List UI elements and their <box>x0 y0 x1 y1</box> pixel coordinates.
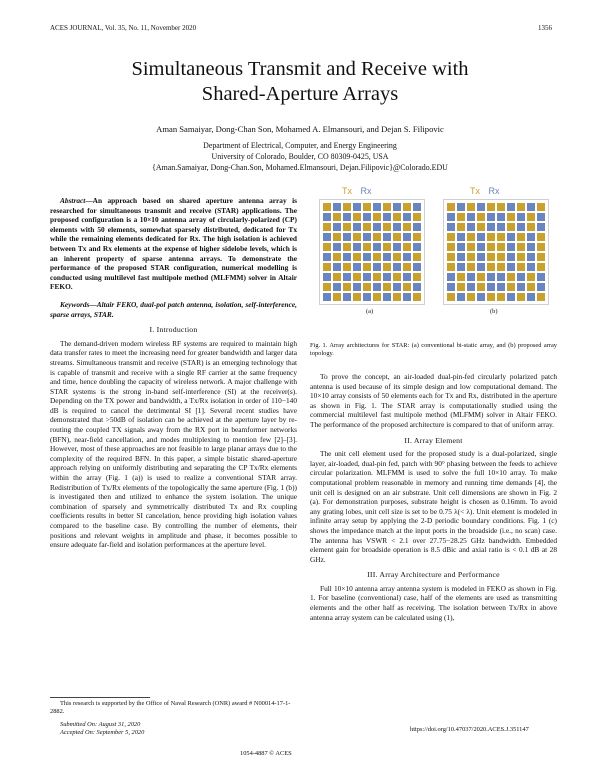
rx-element <box>383 273 391 281</box>
submitted-date: Submitted On: August 31, 2020 <box>60 721 141 728</box>
tx-element <box>537 253 545 261</box>
right-column <box>310 372 557 622</box>
tx-element <box>323 243 331 251</box>
rx-element <box>333 223 341 231</box>
tx-element <box>487 233 495 241</box>
rx-element <box>467 213 475 221</box>
tx-element <box>507 213 515 221</box>
tx-element <box>333 213 341 221</box>
rx-element <box>457 233 465 241</box>
rx-element <box>393 243 401 251</box>
tx-element <box>393 273 401 281</box>
rx-element <box>323 213 331 221</box>
rx-element <box>353 283 361 291</box>
figure-caption: Fig. 1. Array architectures for STAR: (a) conventional bi-static array, and (b) proposed array topology. <box>310 342 557 357</box>
rx-element <box>353 243 361 251</box>
rx-element <box>497 283 505 291</box>
rx-element <box>363 293 371 301</box>
rx-element <box>517 273 525 281</box>
rx-element <box>343 253 351 261</box>
tx-element <box>467 263 475 271</box>
rx-element <box>517 223 525 231</box>
rx-element <box>507 233 515 241</box>
rx-element <box>393 203 401 211</box>
affiliation-univ: University of Colorado, Boulder, CO 80309-0425, USA <box>211 152 389 161</box>
author-list: Aman Samaiyar, Dong-Chan Son, Mohamed A. Elmansouri, and Dejan S. Filipovic <box>156 124 444 134</box>
rx-element <box>403 213 411 221</box>
tx-element <box>403 243 411 251</box>
tx-element <box>467 203 475 211</box>
tx-element <box>403 283 411 291</box>
tx-element <box>507 273 515 281</box>
tx-element <box>477 283 485 291</box>
tx-element <box>487 293 495 301</box>
tx-element <box>363 203 371 211</box>
rx-element <box>363 213 371 221</box>
keywords: Keywords—Altair FEKO, dual-pol patch antenna, isolation, self-interference, sparse arrays, STAR. <box>50 299 297 319</box>
rx-element <box>447 283 455 291</box>
rx-element <box>537 283 545 291</box>
architecture-text: Full 10×10 antenna array antenna system is modeled in FEKO as shown in Fig. 1. For baseline (conventional) case, half of the elements are used as transmitting elements and the other half as receiving. The isolation between Tx/Rx in above antenna array system can be calculated using (1), <box>310 583 557 622</box>
tx-element <box>497 293 505 301</box>
tx-element <box>447 253 455 261</box>
rx-element <box>537 223 545 231</box>
tx-element <box>333 273 341 281</box>
tx-element <box>343 203 351 211</box>
tx-element <box>383 203 391 211</box>
rx-element <box>527 243 535 251</box>
tx-element <box>403 203 411 211</box>
tx-element <box>517 253 525 261</box>
tx-element <box>403 223 411 231</box>
tx-element <box>403 263 411 271</box>
array-element-text: The unit cell element used for the proposed study is a dual-polarized, single layer, air-loaded, dual-pin fed, patch with 90° phasing between the feeds to achieve circular polarization. MLFMM is used to solve the full 10×10 array. To make computational problem reasonable in memory and running time demands [4], the unit cell is designed on an air substrate. Unit cell dimensions are shown in Fig. 2 (a). For demonstration purposes, substrate height is chosen as 0.16mm. To avoid any grating lobes, unit cell size is set to be 0.75 λ(< λ). Unit element is modeled in infinite array setup by applying the 2-D periodic boundary conditions. Fig. 1 (c) shows the impedance match at the input ports in the broadside (i.e., no scan) case. The antenna has VSWR < 2.1 over 27.75−28.25 GHz bandwidth. Embedded element gain for broadside operation is 8.5 dBic and axial ratio is < 0.1 dB at 28 GHz. <box>310 449 557 564</box>
rx-element <box>477 293 485 301</box>
tx-element <box>537 293 545 301</box>
rx-element <box>383 233 391 241</box>
tx-element <box>363 243 371 251</box>
tx-element <box>507 223 515 231</box>
tx-element <box>447 233 455 241</box>
journal-header: ACES JOURNAL, Vol. 35, No. 11, November 2020 <box>50 24 197 32</box>
tx-element <box>383 283 391 291</box>
affiliation-dept: Department of Electrical, Computer, and Energy Engineering <box>203 141 397 150</box>
tx-element <box>323 263 331 271</box>
rx-element <box>363 273 371 281</box>
rx-element <box>507 243 515 251</box>
tx-element <box>477 223 485 231</box>
rx-element <box>363 253 371 261</box>
concept-text: To prove the concept, an air-loaded dual-pin-fed circularly polarized patch antenna is used because of its simple design and low computational demand. The 10×10 array consists of 50 elements each for Tx and Rx, distributed in the aperture as shown in Fig. 1. The STAR array is computationally studied using the commercial multilevel fast multipole method (MLFMM) solver in Altair FEKO. The performance of the proposed architecture is compared to that of uniform array. <box>310 372 557 429</box>
rx-element <box>323 253 331 261</box>
tx-element <box>497 203 505 211</box>
rx-element <box>333 203 341 211</box>
figure-label-a: (a) <box>366 308 374 315</box>
tx-element <box>373 213 381 221</box>
rx-element <box>383 293 391 301</box>
issn: 1054-4887 © ACES <box>240 750 292 757</box>
rx-element <box>413 223 421 231</box>
rx-element <box>507 203 515 211</box>
tx-element <box>383 243 391 251</box>
rx-element <box>447 213 455 221</box>
rx-element <box>527 253 535 261</box>
introduction-text: The demand-driven modern wireless RF systems are required to maintain high data transfer rates to meet the increasing need for greater bandwidth and larger data streams. Simultaneous transmit and receive (STAR) is an emerging technology that is capable of transmit and receive with a single RF carrier at the same frequency and time, hence doubling the capacity of wireless network. A major challenge with STAR systems is the strong in-band self-interference (SI) at the receiver(s). Depending on the TX power and bandwidth, a Tx/Rx isolation in order of 110−140 dB is required to cancel the detrimental SI [1]. Several recent studies have demonstrated that >50dB of isolation can be achieved at the aperture layer by re-routing the coupled TX signals away from the RX port in beamformer networks (BFN), near-field cancellation, and modes multiplexing to mention few [2]–[3]. However, most of these approaches are not feasible to large planar arrays due to the complexity of the required BFN. In this paper, a simple bistatic shared-aperture approach relying on uniformly distributing and separating the CP Tx/Rx elements within the array (Fig. 1 (a)) is used to realize a conventional STAR array. Redistribution of Tx/Rx elements of the topologically the same aperture (Fig. 1 (b)) is investigated then and utilized to enhance the system isolation. The unique combination of sparsely and symmetrically distributed Tx and Rx coupling coefficients results in better SI cancelation, hence providing high isolation values compared to the baseline case. By controlling the number of elements, their positions and relevant weights in amplitude and phase, it becomes possible to ensure adequate far-field and isolation performances at the aperture level. <box>50 338 297 550</box>
tx-element <box>373 293 381 301</box>
rx-element <box>373 243 381 251</box>
tx-element <box>467 243 475 251</box>
rx-element <box>517 283 525 291</box>
tx-element <box>383 263 391 271</box>
tx-element <box>373 233 381 241</box>
tx-element <box>487 203 495 211</box>
tx-element <box>353 293 361 301</box>
tx-element <box>527 283 535 291</box>
rx-element <box>403 253 411 261</box>
tx-element <box>353 253 361 261</box>
rx-element <box>477 203 485 211</box>
tx-element <box>537 243 545 251</box>
tx-element <box>487 263 495 271</box>
tx-element <box>487 243 495 251</box>
rx-element <box>507 263 515 271</box>
rx-element <box>467 223 475 231</box>
array-b-proposed <box>444 200 548 304</box>
tx-element <box>507 283 515 291</box>
tx-element <box>517 203 525 211</box>
tx-element <box>527 273 535 281</box>
rx-element <box>527 263 535 271</box>
tx-element <box>333 253 341 261</box>
rx-element <box>537 273 545 281</box>
rx-element <box>527 293 535 301</box>
tx-element <box>323 203 331 211</box>
rx-element <box>343 213 351 221</box>
tx-element <box>517 233 525 241</box>
rx-element <box>333 263 341 271</box>
tx-element <box>457 223 465 231</box>
tx-element <box>333 293 341 301</box>
rx-element <box>393 263 401 271</box>
tx-element <box>363 263 371 271</box>
legend-a <box>342 186 372 196</box>
tx-element <box>363 283 371 291</box>
rx-element <box>497 273 505 281</box>
rx-element <box>353 223 361 231</box>
tx-element <box>467 253 475 261</box>
rx-element <box>373 223 381 231</box>
rx-element <box>363 233 371 241</box>
tx-element <box>373 273 381 281</box>
tx-element <box>517 293 525 301</box>
rx-element <box>477 253 485 261</box>
tx-element <box>413 213 421 221</box>
page-number: 1356 <box>538 24 552 32</box>
tx-element <box>457 213 465 221</box>
rx-element <box>323 273 331 281</box>
rx-element <box>537 213 545 221</box>
rx-element <box>457 243 465 251</box>
tx-element <box>343 283 351 291</box>
rx-element <box>343 273 351 281</box>
rx-element <box>383 253 391 261</box>
rx-element <box>517 213 525 221</box>
section-heading-array-element: II. Array Element <box>404 435 463 445</box>
tx-element <box>497 263 505 271</box>
tx-element <box>517 263 525 271</box>
rx-element <box>497 223 505 231</box>
tx-element <box>383 223 391 231</box>
accepted-date: Accepted On: September 5, 2020 <box>60 729 145 736</box>
doi-link[interactable]: https://doi.org/10.47037/2020.ACES.J.351147 <box>410 726 529 733</box>
rx-element <box>467 283 475 291</box>
tx-element <box>537 233 545 241</box>
rx-element <box>393 283 401 291</box>
rx-element <box>353 203 361 211</box>
abstract-label: Abstract <box>60 196 86 205</box>
rx-element <box>457 253 465 261</box>
legend-b <box>470 186 500 196</box>
rx-element <box>343 293 351 301</box>
legend-rx-label: Rx <box>360 186 372 196</box>
footnote-rule <box>50 697 150 698</box>
rx-element <box>497 213 505 221</box>
tx-element <box>323 283 331 291</box>
tx-element <box>517 243 525 251</box>
rx-element <box>323 233 331 241</box>
tx-element <box>413 253 421 261</box>
rx-element <box>373 263 381 271</box>
tx-element <box>413 293 421 301</box>
tx-element <box>413 233 421 241</box>
rx-element <box>447 223 455 231</box>
tx-element <box>477 273 485 281</box>
rx-element <box>383 213 391 221</box>
rx-element <box>403 233 411 241</box>
rx-element <box>457 263 465 271</box>
tx-element <box>497 253 505 261</box>
rx-element <box>487 223 495 231</box>
section-heading-introduction: I. Introduction <box>149 325 198 335</box>
tx-element <box>467 293 475 301</box>
tx-element <box>353 273 361 281</box>
tx-element <box>353 213 361 221</box>
rx-element <box>467 273 475 281</box>
array-a-conventional <box>320 200 424 304</box>
tx-element <box>497 243 505 251</box>
title-line-2: Shared-Aperture Arrays <box>201 83 399 105</box>
tx-element <box>323 223 331 231</box>
rx-element <box>353 263 361 271</box>
tx-element <box>487 253 495 261</box>
rx-element <box>487 213 495 221</box>
rx-element <box>413 283 421 291</box>
abstract <box>50 196 297 292</box>
tx-element <box>447 293 455 301</box>
rx-element <box>477 233 485 241</box>
tx-element <box>447 243 455 251</box>
figure-label-b: (b) <box>490 308 498 315</box>
rx-element <box>373 203 381 211</box>
tx-element <box>457 273 465 281</box>
rx-element <box>457 203 465 211</box>
rx-element <box>343 233 351 241</box>
tx-element <box>467 233 475 241</box>
tx-element <box>527 213 535 221</box>
rx-element <box>487 283 495 291</box>
rx-element <box>403 293 411 301</box>
left-column <box>50 196 297 550</box>
rx-element <box>413 203 421 211</box>
section-heading-architecture: III. Array Architecture and Performance <box>367 570 500 580</box>
rx-element <box>333 243 341 251</box>
rx-element <box>413 263 421 271</box>
legend-rx-label: Rx <box>488 186 500 196</box>
tx-element <box>413 273 421 281</box>
abstract-text: —An approach based on shared aperture antenna array is researched for simultaneous transmit and receive (STAR) applications. The proposed configuration is a 10×10 antenna array of circularly-polarized (CP) elements with 50 elements, somewhat sparsely distributed, dedicated for Tx while the remaining elements dedicated for Rx. The high isolation is achieved between Tx and Rx elements at the expense of higher sidelobe levels, which is an inherent property of sparse antenna arrays. To demonstrate the performance of the proposed STAR configuration, numerical modelling is conducted using multilevel fast multipole method (MLFMM) solver in Altair FEKO. <box>50 196 297 292</box>
tx-element <box>527 223 535 231</box>
tx-element <box>343 243 351 251</box>
rx-element <box>507 253 515 261</box>
tx-element <box>393 233 401 241</box>
funding-note: This research is supported by the Office of Naval Research (ONR) award # N00014-17-1-2882. <box>50 700 291 715</box>
rx-element <box>507 293 515 301</box>
rx-element <box>527 233 535 241</box>
rx-element <box>527 203 535 211</box>
tx-element <box>393 213 401 221</box>
rx-element <box>487 273 495 281</box>
tx-element <box>497 233 505 241</box>
tx-element <box>353 233 361 241</box>
rx-element <box>477 243 485 251</box>
affiliation <box>0 140 600 173</box>
tx-element <box>393 253 401 261</box>
tx-element <box>343 263 351 271</box>
tx-element <box>373 253 381 261</box>
tx-element <box>343 223 351 231</box>
tx-element <box>537 263 545 271</box>
rx-element <box>457 293 465 301</box>
legend-tx-label: Tx <box>342 186 352 196</box>
tx-element <box>393 293 401 301</box>
rx-element <box>373 283 381 291</box>
rx-element <box>393 223 401 231</box>
rx-element <box>477 263 485 271</box>
tx-element <box>457 283 465 291</box>
tx-element <box>447 263 455 271</box>
rx-element <box>323 293 331 301</box>
figure-1 <box>310 186 557 334</box>
legend-tx-label: Tx <box>470 186 480 196</box>
paper-title <box>0 57 600 107</box>
affiliation-emails: {Aman.Samaiyar, Dong-Chan.Son, Mohamed.Elmansouri, Dejan.Filipovic}@Colorado.EDU <box>152 163 448 172</box>
tx-element <box>363 223 371 231</box>
rx-element <box>413 243 421 251</box>
tx-element <box>333 233 341 241</box>
tx-element <box>477 213 485 221</box>
rx-element <box>403 273 411 281</box>
title-line-1: Simultaneous Transmit and Receive with <box>131 58 469 80</box>
tx-element <box>447 203 455 211</box>
rx-element <box>447 273 455 281</box>
tx-element <box>537 203 545 211</box>
footnote <box>50 700 297 737</box>
rx-element <box>333 283 341 291</box>
